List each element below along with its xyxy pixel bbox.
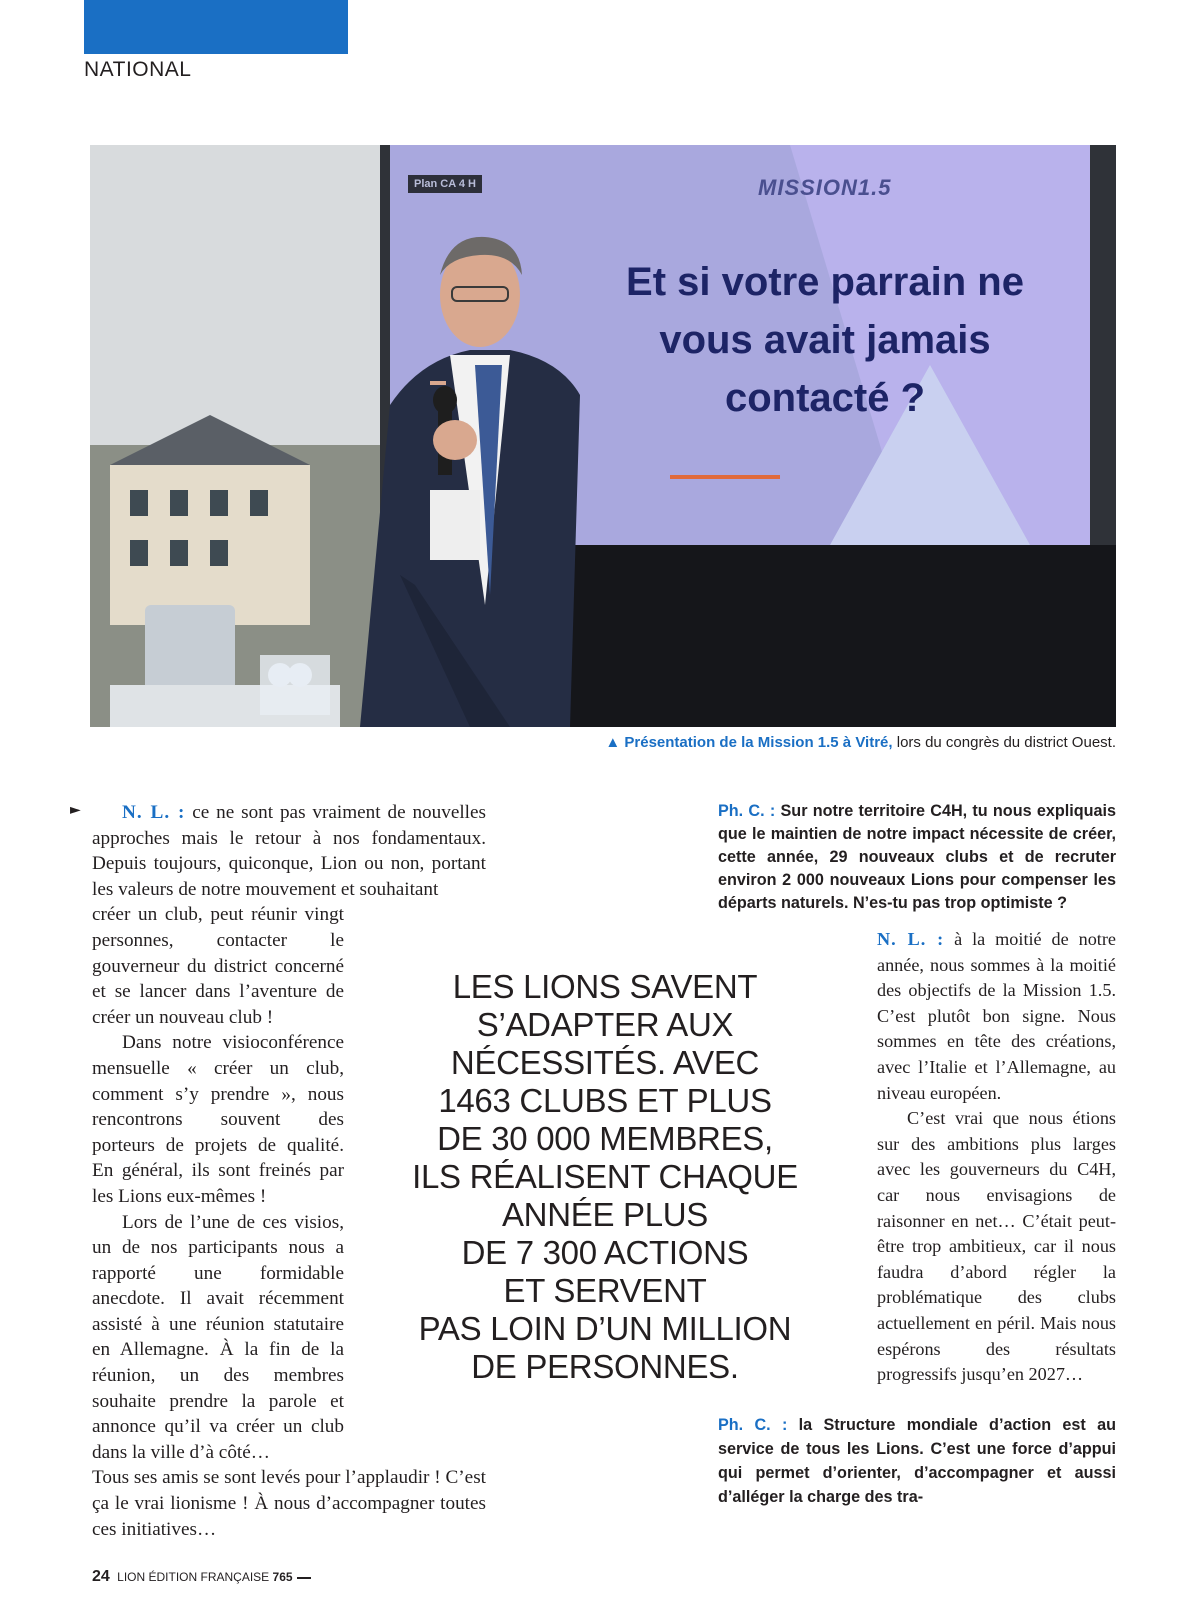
paragraph: créer un club, peut réunir vingt personnes, contacter le gouverneur du district concerné et se lancer dans l’aventure de créer un nouveau club ! [92, 904, 344, 1028]
question-text: la Structure mondiale d’action est au service de tous les Lions. C’est une force d’appui qui permet d’orienter, d’accompagner et aussi d’alléger la charge des tra- [718, 1416, 1116, 1506]
question-label: Ph. C. : [718, 1416, 788, 1434]
quote-line: NÉCESSITÉS. AVEC [450, 1044, 760, 1081]
speaker-label: N. L. : [122, 802, 186, 823]
paragraph: Tous ses amis se sont levés pour l’applaudir ! C’est ça le vrai lionisme ! À nous d’accompagner toutes ces initiatives… [92, 1467, 486, 1540]
mission-logo: MISSION1.5 [758, 175, 892, 200]
paragraph [877, 927, 1116, 1106]
magazine-name: LION ÉDITION FRANÇAISE [117, 1570, 270, 1584]
page-footer [92, 1568, 311, 1586]
quote-line: DE 30 000 MEMBRES, [437, 1120, 773, 1157]
quote-line: DE PERSONNES. [471, 1348, 739, 1385]
footer-dash [297, 1577, 311, 1579]
interview-question-2 [718, 1413, 1116, 1509]
question-text: Sur notre territoire C4H, tu nous expliquais que le maintien de notre impact nécessite de créer, cette année, 29 nouveaux clubs et de recruter environ 2 000 nouveaux Lions pour compenser les départs naturels. N’es-tu pas trop optimiste ? [718, 802, 1116, 912]
paragraph: C’est vrai que nous étions sur des ambitions plus larges avec les gouverneurs du C4H, car nous envisagions de raisonner en net… C’était peut-être trop ambitieux, car il nous faudra d’abord régler la problématique des clubs actuellement en péril. Mais nous espérons des résultats progressifs jusqu’en 2027… [877, 1108, 1116, 1385]
quote-line: S’ADAPTER AUX [476, 1006, 734, 1043]
screen-tag: Plan CA 4 H [408, 175, 482, 193]
screen-slide-text [525, 253, 1116, 427]
pull-quote [405, 968, 805, 1386]
paragraph [92, 800, 486, 902]
interview-question-1 [718, 800, 1116, 915]
section-label: NATIONAL [84, 58, 192, 81]
page-number: 24 [92, 1568, 110, 1585]
quote-line: 1463 CLUBS ET PLUS [438, 1082, 772, 1119]
paragraph: Lors de l’une de ces visios, un de nos participants nous a rapporté une formidable anecdote. Il avait récemment assisté à une réunion statutaire en Allemagne. À la fin de la réunion, un des membres souhaite prendre la parole et annonce qu’il va créer un club dans la ville d’à côté… [92, 1211, 344, 1463]
quote-line: ANNÉE PLUS [501, 1196, 709, 1233]
arrow-icon: ► [70, 802, 81, 818]
header-accent-bar [84, 0, 348, 54]
slide-line: Et si votre parrain ne [626, 260, 1024, 304]
quote-line: LES LIONS SAVENT [452, 968, 758, 1005]
event-photo [90, 145, 1116, 727]
quote-line: DE 7 300 ACTIONS [461, 1234, 749, 1271]
paragraph-text: ce ne sont pas vraiment de nouvelles approches mais le retour à nos fondamentaux. Depuis toujours, quiconque, Lion ou non, portant les valeurs de notre mouvement et souhaitant [92, 802, 486, 900]
quote-line: ILS RÉALISENT CHAQUE [412, 1158, 798, 1195]
photo-caption [605, 734, 1116, 751]
paragraph: Dans notre visioconférence mensuelle « créer un club, comment s’y prendre », nous rencontrons souvent des porteurs de projets de qualité. En général, ils sont freinés par les Lions eux-mêmes ! [92, 1032, 344, 1207]
slide-line: contacté ? [724, 376, 926, 420]
narrow-block [92, 902, 344, 1465]
quote-line: ET SERVENT [503, 1272, 707, 1309]
slide-line: vous avait jamais [659, 318, 991, 362]
speaker-label: N. L. : [877, 929, 945, 949]
question-label: Ph. C. : [718, 802, 776, 820]
photo-illustration [90, 145, 1116, 727]
quote-line: PAS LOIN D’UN MILLION [418, 1310, 792, 1347]
caption-rest: lors du congrès du district Ouest. [892, 734, 1116, 751]
caption-bold: ▲ Présentation de la Mission 1.5 à Vitré, [605, 734, 893, 751]
issue-number: 765 [272, 1570, 293, 1584]
paragraph-text: à la moitié de notre année, nous sommes à la moitié des objectifs de la Mission 1.5. C’est plutôt bon signe. Nous sommes en tête des créations, avec l’Italie et l’Allemagne, au niveau européen. [877, 929, 1116, 1103]
right-column [877, 927, 1116, 1388]
